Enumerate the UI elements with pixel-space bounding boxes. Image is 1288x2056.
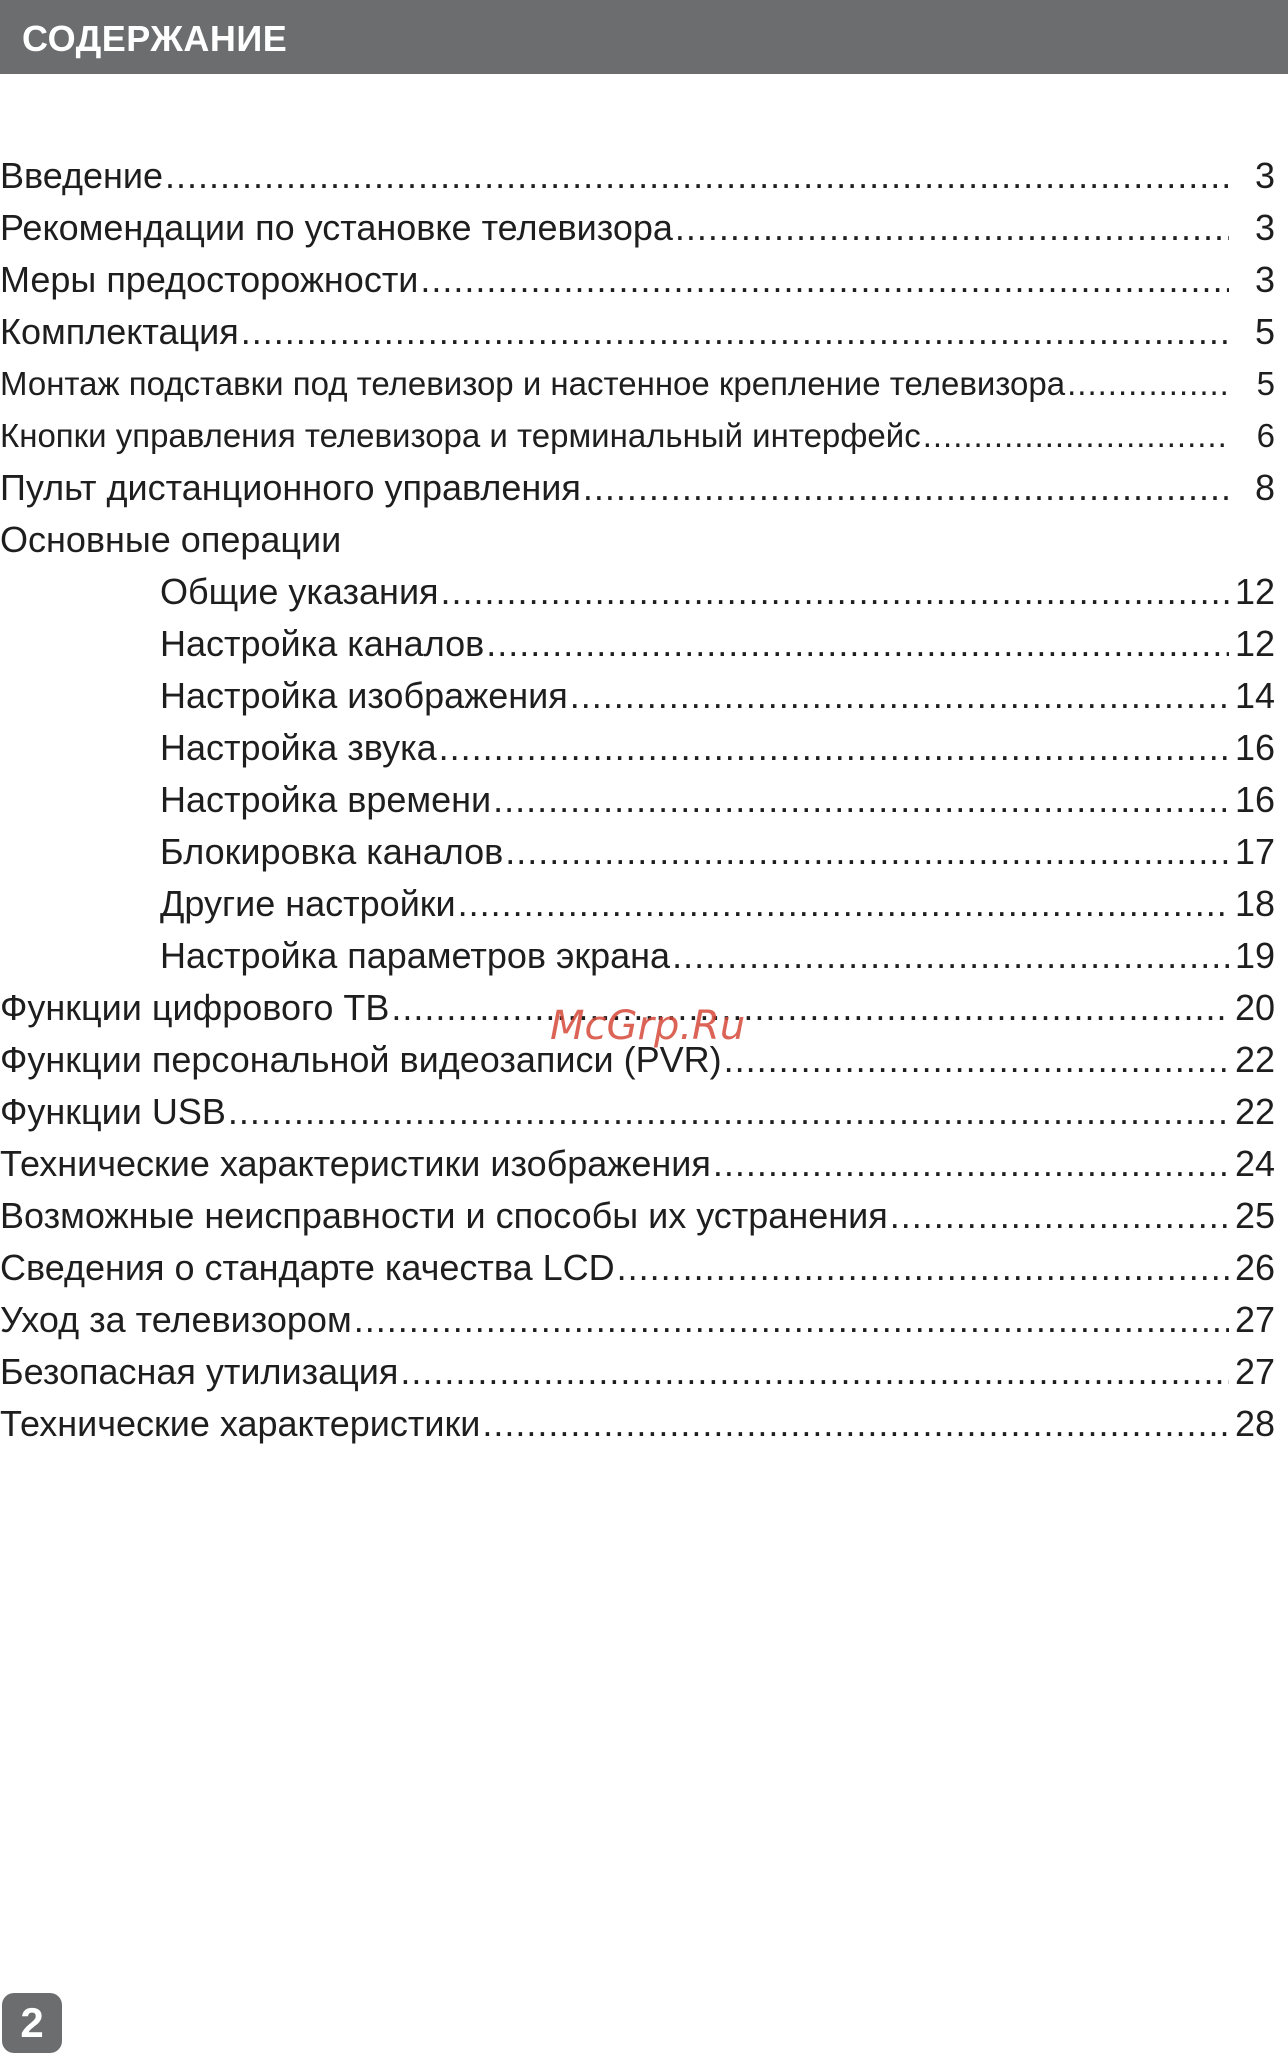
toc-entry-title: Кнопки управления телевизора и терминальный интерфейс (0, 417, 921, 454)
toc-entry-page: 6 (1256, 417, 1275, 454)
toc-entry-page: 12 (1234, 571, 1275, 612)
toc-entry-title: Настройка звука (160, 727, 437, 768)
toc-entry-title: Безопасная утилизация (0, 1351, 399, 1392)
toc-entry-page: 5 (1254, 311, 1275, 352)
toc-entry-title: Технические характеристики изображения (0, 1143, 711, 1184)
toc-entry-title: Основные операции (0, 519, 342, 560)
page-number-badge: 2 (2, 1993, 62, 2053)
toc-entry-page: 17 (1234, 831, 1275, 872)
toc-entry[interactable] (0, 1346, 1275, 1398)
toc-dot-leader (228, 1086, 1229, 1138)
toc-entry[interactable] (0, 1086, 1275, 1138)
table-of-contents (0, 150, 1275, 1450)
toc-dot-leader (441, 566, 1229, 618)
toc-dot-leader (458, 878, 1229, 930)
toc-entry[interactable] (0, 254, 1275, 306)
toc-entry[interactable] (0, 670, 1275, 722)
toc-entry-title: Меры предосторожности (0, 259, 419, 300)
toc-entry[interactable] (0, 826, 1275, 878)
toc-entry-page: 22 (1234, 1039, 1275, 1080)
toc-dot-leader (493, 774, 1229, 826)
toc-entry-title: Технические характеристики (0, 1403, 481, 1444)
toc-entry-title: Сведения о стандарте качества LCD (0, 1247, 615, 1288)
toc-dot-leader (583, 462, 1229, 514)
toc-entry[interactable] (0, 1190, 1275, 1242)
toc-entry-title: Рекомендации по установке телевизора (0, 207, 673, 248)
toc-entry-page: 16 (1234, 779, 1275, 820)
toc-entry-page: 3 (1254, 207, 1275, 248)
toc-dot-leader (165, 150, 1229, 202)
toc-entry-title: Блокировка каналов (160, 831, 504, 872)
toc-entry[interactable] (0, 358, 1275, 410)
toc-entry-page: 25 (1234, 1195, 1275, 1236)
toc-entry-title: Функции персональной видеозаписи (PVR) (0, 1039, 722, 1080)
header-bar (0, 0, 1288, 74)
toc-entry-page: 3 (1254, 259, 1275, 300)
toc-entry[interactable] (0, 930, 1275, 982)
toc-dot-leader (890, 1190, 1229, 1242)
toc-entry-page: 18 (1234, 883, 1275, 924)
toc-dot-leader (724, 1034, 1229, 1086)
toc-entry[interactable] (0, 1294, 1275, 1346)
toc-entry[interactable] (0, 566, 1275, 618)
toc-entry[interactable] (0, 1138, 1275, 1190)
toc-entry[interactable] (0, 150, 1275, 202)
toc-entry-title: Настройка изображения (160, 675, 568, 716)
toc-entry-page: 20 (1234, 987, 1275, 1028)
toc-entry-title: Настройка каналов (160, 623, 485, 664)
page-title: СОДЕРЖАНИЕ (22, 18, 288, 59)
toc-entry-page: 8 (1254, 467, 1275, 508)
toc-entry-title: Настройка параметров экрана (160, 935, 671, 976)
toc-entry-page: 19 (1234, 935, 1275, 976)
toc-entry-page: 3 (1254, 155, 1275, 196)
toc-entry-title: Настройка времени (160, 779, 492, 820)
toc-dot-leader (420, 254, 1229, 306)
toc-entry[interactable] (0, 202, 1275, 254)
toc-entry[interactable] (0, 306, 1275, 358)
toc-dot-leader (923, 410, 1229, 462)
toc-dot-leader (505, 826, 1229, 878)
toc-dot-leader (400, 1346, 1229, 1398)
toc-dot-leader (482, 1398, 1229, 1450)
toc-dot-leader (570, 670, 1229, 722)
toc-entry[interactable] (0, 1242, 1275, 1294)
toc-dot-leader (617, 1242, 1229, 1294)
toc-entry-page: 27 (1234, 1299, 1275, 1340)
toc-entry[interactable] (0, 878, 1275, 930)
toc-entry-page: 14 (1234, 675, 1275, 716)
toc-entry[interactable] (0, 410, 1275, 462)
toc-entry[interactable] (0, 462, 1275, 514)
toc-dot-leader (391, 982, 1229, 1034)
toc-entry-page: 24 (1234, 1143, 1275, 1184)
toc-dot-leader (486, 618, 1229, 670)
toc-entry[interactable] (0, 618, 1275, 670)
toc-dot-leader (439, 722, 1229, 774)
toc-entry[interactable] (0, 722, 1275, 774)
toc-entry-page: 5 (1256, 365, 1275, 402)
toc-entry-page: 22 (1234, 1091, 1275, 1132)
toc-entry[interactable] (0, 774, 1275, 826)
toc-dot-leader (675, 202, 1229, 254)
toc-entry-title: Комплектация (0, 311, 239, 352)
toc-entry-page: 28 (1234, 1403, 1275, 1444)
toc-section-heading (0, 514, 1275, 566)
toc-entry-page: 16 (1234, 727, 1275, 768)
toc-dot-leader (672, 930, 1229, 982)
watermark: McGrp.Ru (550, 1003, 746, 1049)
toc-entry-title: Возможные неисправности и способы их устранения (0, 1195, 888, 1236)
toc-entry-title: Общие указания (160, 571, 439, 612)
toc-entry-title: Пульт дистанционного управления (0, 467, 581, 508)
toc-dot-leader (1067, 358, 1229, 410)
toc-entry[interactable] (0, 1398, 1275, 1450)
toc-dot-leader (241, 306, 1229, 358)
toc-entry-title: Монтаж подставки под телевизор и настенное крепление телевизора (0, 365, 1066, 402)
toc-entry-title: Функции цифрового ТВ (0, 987, 390, 1028)
toc-entry-page: 12 (1234, 623, 1275, 664)
toc-dot-leader (354, 1294, 1229, 1346)
toc-entry-page: 27 (1234, 1351, 1275, 1392)
toc-entry-title: Введение (0, 155, 164, 196)
toc-entry-title: Другие настройки (160, 883, 456, 924)
toc-entry-page: 26 (1234, 1247, 1275, 1288)
toc-entry-title: Уход за телевизором (0, 1299, 352, 1340)
toc-entry-title: Функции USB (0, 1091, 226, 1132)
toc-dot-leader (713, 1138, 1229, 1190)
